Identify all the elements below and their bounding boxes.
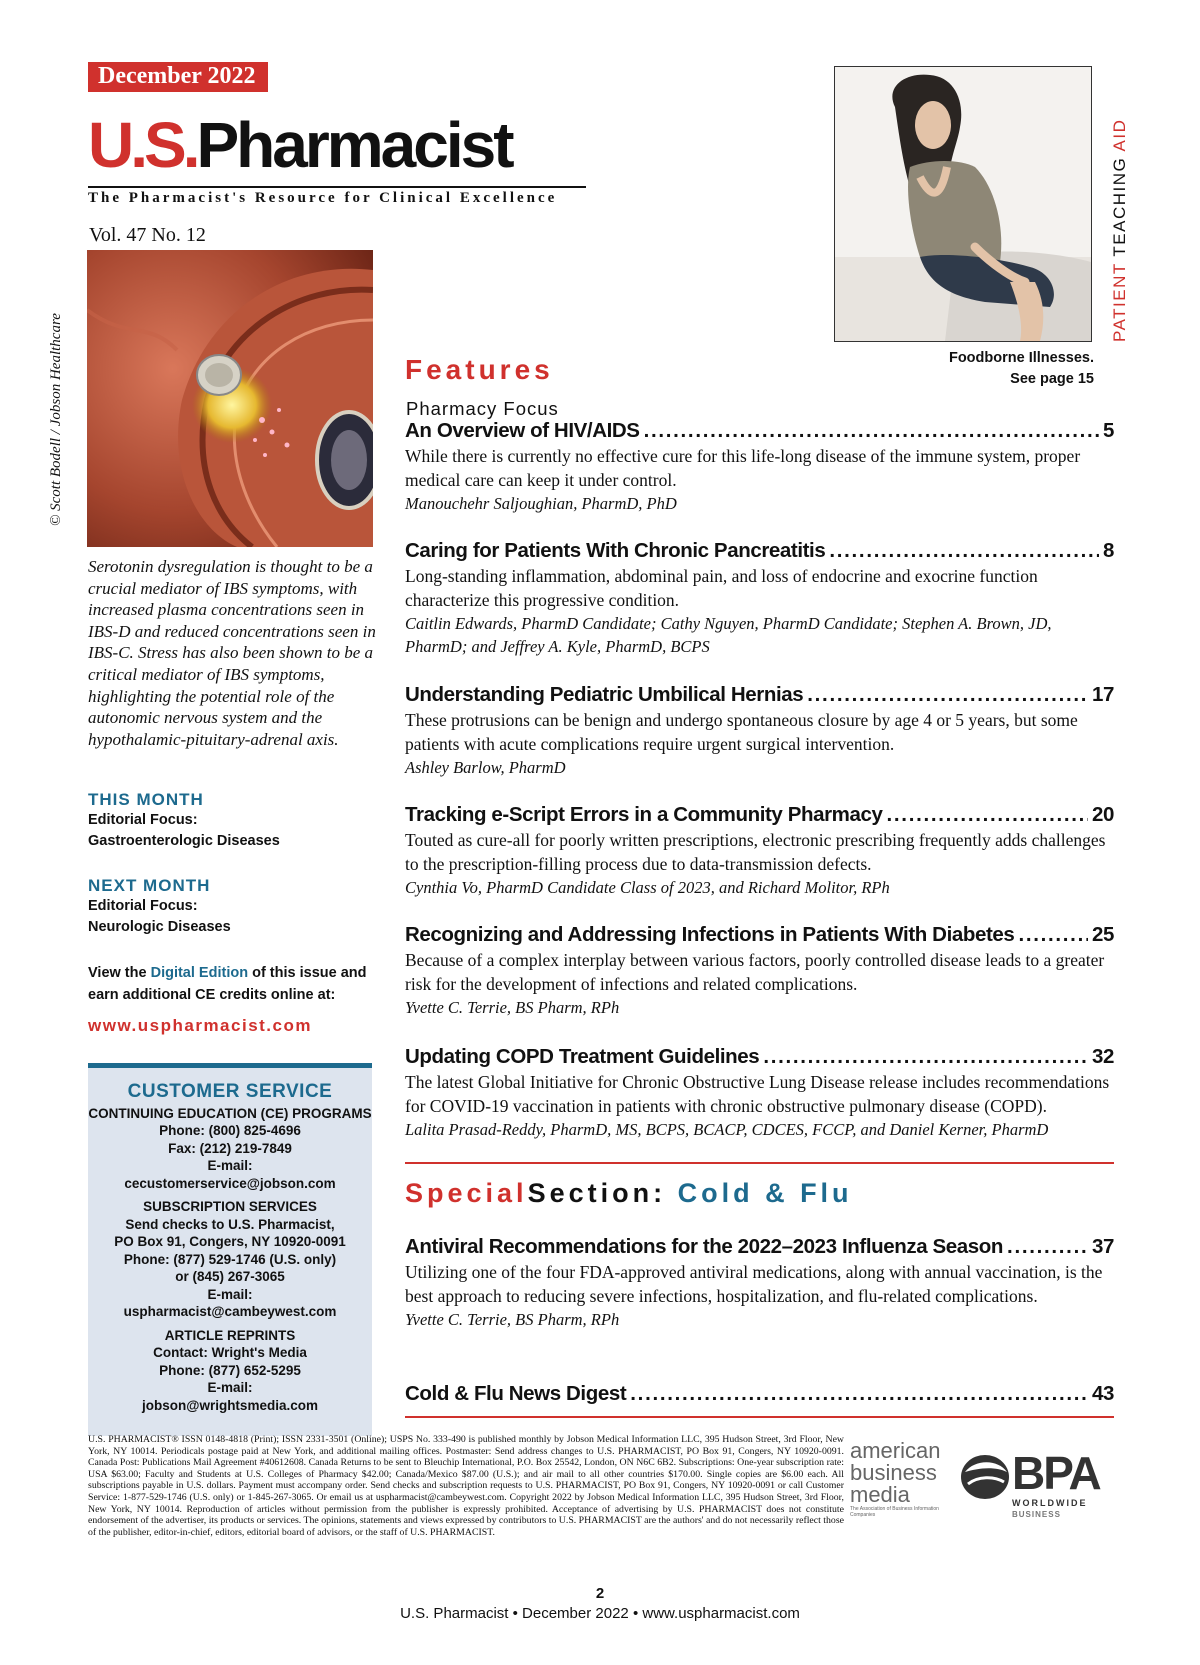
publication-logo [88, 108, 588, 190]
subscription-line-3: Phone: (877) 529-1746 (U.S. only) [123, 1251, 337, 1267]
article-description: Utilizing one of the four FDA-approved antiviral medications, along with annual vaccination, is the best approach to reducing severe infections, hospitalization, and flu-related complications. [405, 1262, 1103, 1306]
dot-leader [644, 418, 1099, 444]
this-month-label: Editorial Focus: [88, 812, 198, 828]
article-entry[interactable] [405, 1381, 1114, 1407]
article-title[interactable]: Recognizing and Addressing Infections in Patients With Diabetes [405, 923, 1015, 946]
ce-email[interactable]: cecustomerservice@jobson.com [124, 1175, 336, 1191]
issue-date-badge: December 2022 [88, 62, 268, 92]
article-authors: Ashley Barlow, PharmD [405, 758, 566, 777]
article-title[interactable]: Tracking e-Script Errors in a Community Pharmacy [405, 803, 883, 826]
subscription-line-2: PO Box 91, Congers, NY 10920-0091 [114, 1234, 346, 1249]
article-title[interactable]: Cold & Flu News Digest [405, 1382, 627, 1405]
subscription-email[interactable]: uspharmacist@cambeywest.com [123, 1304, 337, 1319]
photo-credit: © Scott Bodell / Jobson Healthcare [48, 313, 64, 526]
tagline: The Pharmacist's Resource for Clinical Excellence [88, 186, 586, 207]
features-heading: Features [405, 354, 554, 385]
patient-teaching-aid-label [1110, 119, 1130, 342]
cover-caption: Serotonin dysregulation is thought to be a crucial mediator of IBS symptoms, with increased plasma concentrations seen in IBS-D and reduced concentrations seen in IBS-C. Stress has also been shown to be a critical mediator of IBS symptoms, highlighting the potential role of the autonomic nervous system and the hypothalamic-pituitary-adrenal axis. [88, 557, 376, 749]
article-title[interactable]: Understanding Pediatric Umbilical Hernias [405, 683, 804, 706]
dot-leader [1007, 1234, 1088, 1260]
article-description: Long-standing inflammation, abdominal pain, and loss of endocrine and exocrine function characterize this progressive condition. [405, 566, 1038, 610]
article-title[interactable]: An Overview of HIV/AIDS [405, 419, 640, 442]
article-title[interactable]: Caring for Patients With Chronic Pancreatitis [405, 539, 826, 562]
next-month-heading: NEXT MONTH [88, 876, 211, 895]
article-authors: Yvette C. Terrie, BS Pharm, RPh [405, 1310, 620, 1329]
teaching-aid-word-patient: PATIENT [1110, 262, 1129, 342]
section-divider [405, 1162, 1114, 1164]
article-authors: Cynthia Vo, PharmD Candidate Class of 2023, and Richard Molitor, RPh [405, 878, 890, 897]
ce-phone: Phone: (800) 825-4696 [159, 1123, 301, 1138]
aba-line-2: business [850, 1460, 937, 1485]
article-page-number: 20 [1091, 803, 1114, 826]
cover-illustration [87, 250, 373, 547]
next-month-topic: Neurologic Diseases [88, 919, 231, 935]
article-page-number: 37 [1091, 1235, 1114, 1258]
dot-leader [807, 682, 1088, 708]
dot-leader [829, 538, 1099, 564]
teaching-aid-caption-line-2: See page 15 [1010, 371, 1094, 387]
article-description: Touted as cure-all for poorly written prescriptions, electronic prescribing frequently adds challenges to the prescription-filling process due to data-transmission defects. [405, 830, 1106, 874]
article-description: The latest Global Initiative for Chronic Obstructive Lung Disease release includes recommendations for COVID-19 vaccination in patients with chronic obstructive pulmonary disease (COPD). [405, 1072, 1110, 1116]
teaching-aid-word-teaching: TEACHING [1110, 156, 1129, 263]
next-month-block [88, 876, 231, 938]
digital-edition-link[interactable]: Digital Edition [150, 965, 249, 981]
article-page-number: 32 [1091, 1045, 1114, 1068]
article-authors: Manouchehr Saljoughian, PharmD, PhD [405, 494, 677, 513]
reprints-email[interactable]: jobson@wrightsmedia.com [142, 1397, 318, 1413]
dot-leader [763, 1044, 1088, 1070]
this-month-block [88, 790, 280, 852]
reprints-heading: ARTICLE REPRINTS [164, 1327, 296, 1343]
next-month-label: Editorial Focus: [88, 898, 198, 914]
subscription-line-4: or (845) 267-3065 [175, 1269, 285, 1284]
digital-suffix: of this issue and earn additional CE credits online at: [88, 965, 367, 1003]
ce-programs-heading: CONTINUING EDUCATION (CE) PROGRAMS [88, 1105, 372, 1121]
section-divider [405, 1416, 1114, 1418]
american-business-media-logo [850, 1440, 950, 1516]
article-page-number: 25 [1091, 923, 1114, 946]
article-page-number: 8 [1102, 539, 1114, 562]
article-page-number: 43 [1091, 1382, 1114, 1405]
article-page-number: 5 [1102, 419, 1114, 442]
article-title[interactable]: Updating COPD Treatment Guidelines [405, 1045, 760, 1068]
dot-leader [887, 802, 1088, 828]
dot-leader [1018, 922, 1088, 948]
article-entry[interactable] [405, 922, 1114, 1019]
article-description: While there is currently no effective cure for this life-long disease of the immune system, proper medical care can keep it under control. [405, 446, 1081, 490]
this-month-topic: Gastroenterologic Diseases [88, 833, 280, 849]
logo-us-text: U.S. [88, 109, 197, 181]
teaching-aid-caption-line-1: Foodborne Illnesses. [948, 350, 1094, 366]
article-authors: Caitlin Edwards, PharmD Candidate; Cathy Nguyen, PharmD Candidate; Stephen A. Brown, JD, PharmD; and Jeffrey A. Kyle, PharmD, BCPS [405, 614, 1052, 656]
article-description: These protrusions can be benign and undergo spontaneous closure by age 4 or 5 years, but some patients with acute complications require urgent surgical intervention. [405, 710, 1078, 754]
reprints-email-label: E-mail: [207, 1380, 253, 1395]
pharmacy-focus-subheading: Pharmacy Focus [406, 398, 559, 419]
customer-service-title: CUSTOMER SERVICE [127, 1081, 333, 1102]
article-entry[interactable] [405, 538, 1114, 658]
customer-service-box [88, 1063, 372, 1436]
bpa-worldwide: WORLDWIDE [1012, 1498, 1088, 1508]
publication-fine-print: U.S. PHARMACIST® ISSN 0148-4818 (Print); ISSN 2331-3501 (Online); USPS No. 333-490 is published monthly by Jobson Medical Information LLC, 395 Hudson Street, 3rd Floor, New York, NY 10014. Periodicals postage paid at New York, and additional mailing offices. Postmaster: Send address changes to U.S. PHARMACIST, PO Box 91, Congers, NY 10920-0091. Canada Post: Publications Mail Agreement #40612608. Canada Returns to be sent to Bleuchip International, P.O. Box 25542, London, ON N6C 6B2. Subscriptions: One-year subscription rate: USA $63.00; Faculty and Students at U.S. Colleges of Pharmacy $42.00; Canada/Mexico $87.00 (U.S.); and air mail to all other countries $170.00. Single copies are $6.00 each. All subscriptions payable in U.S. dollars. Payment must accompany order. Send checks and subscription requests to U.S. PHARMACIST, PO Box 91, Congers, NY 10920-0091 or call Customer Service: 1-877-529-1746 (U.S. only) or 1-845-267-3065. Or email us at uspharmacist@cambeywest.com. Copyright 2022 by Jobson Medical Information LLC, 395 Hudson Street, 3rd Floor, New York, NY 10014. Reproduction of articles without permission from the publisher is expressly prohibited. Acceptance of advertising by U.S. PHARMACIST does not constitute endorsement of the advertiser, its products or services. The opinions, statements and views expressed by contributors to U.S. PHARMACIST are the authors' and do not necessarily reflect those of the publisher, editor-in-chief, editors, editorial board of advisors, or the staff of U.S. PHARMACIST. [88, 1434, 844, 1538]
bpa-wordmark: BPA [1012, 1447, 1100, 1499]
globe-icon [960, 1454, 1010, 1500]
this-month-heading: THIS MONTH [88, 790, 204, 809]
subscription-email-label: E-mail: [207, 1286, 253, 1302]
subscription-line-1: Send checks to U.S. Pharmacist, [125, 1216, 335, 1232]
subscription-heading: SUBSCRIPTION SERVICES [143, 1199, 317, 1214]
article-entry[interactable] [405, 1044, 1114, 1141]
teaching-aid-word-aid: AID [1110, 118, 1129, 157]
teaching-aid-photo [834, 66, 1092, 342]
dot-leader [630, 1381, 1088, 1407]
article-entry[interactable] [405, 682, 1114, 779]
bpa-business: BUSINESS [1012, 1510, 1061, 1519]
article-authors: Lalita Prasad-Reddy, PharmD, MS, BCPS, BCACP, CDCES, FCCP, and Daniel Kerner, PharmD [405, 1120, 1049, 1139]
website-link[interactable]: www.uspharmacist.com [88, 1016, 312, 1035]
article-entry[interactable] [405, 1234, 1114, 1331]
article-title[interactable]: Antiviral Recommendations for the 2022–2023 Influenza Season [405, 1235, 1004, 1258]
special-section-heading [405, 1178, 853, 1209]
reprints-contact: Contact: Wright's Media [153, 1345, 307, 1360]
aba-line-3: media [850, 1482, 910, 1507]
logo-pharmacist-text: Pharmacist [196, 109, 512, 181]
special-word: Special [405, 1178, 528, 1208]
bpa-worldwide-logo [960, 1448, 1110, 1524]
cold-flu-word: Cold & Flu [677, 1178, 853, 1208]
reprints-phone: Phone: (877) 652-5295 [159, 1362, 301, 1378]
digital-edition-note [88, 962, 388, 1006]
ce-fax: Fax: (212) 219-7849 [168, 1140, 292, 1156]
teaching-aid-caption [880, 348, 1094, 390]
aba-line-1: american [850, 1438, 941, 1463]
article-entry[interactable] [405, 418, 1114, 515]
ce-email-label: E-mail: [207, 1158, 253, 1173]
footer-line: U.S. Pharmacist • December 2022 • www.uspharmacist.com [400, 1605, 800, 1622]
article-page-number: 17 [1091, 683, 1114, 706]
article-entry[interactable] [405, 802, 1114, 899]
volume-number: Vol. 47 No. 12 [89, 224, 206, 246]
article-description: Because of a complex interplay between various factors, poorly controlled disease leads to a greater risk for the development of infections and related complications. [405, 950, 1105, 994]
page-number: 2 [595, 1585, 605, 1602]
aba-tagline: The Association of Business Information Companies [850, 1506, 939, 1518]
section-word: Section: [527, 1178, 678, 1208]
digital-prefix: View the [88, 965, 151, 981]
article-authors: Yvette C. Terrie, BS Pharm, RPh [405, 998, 620, 1017]
